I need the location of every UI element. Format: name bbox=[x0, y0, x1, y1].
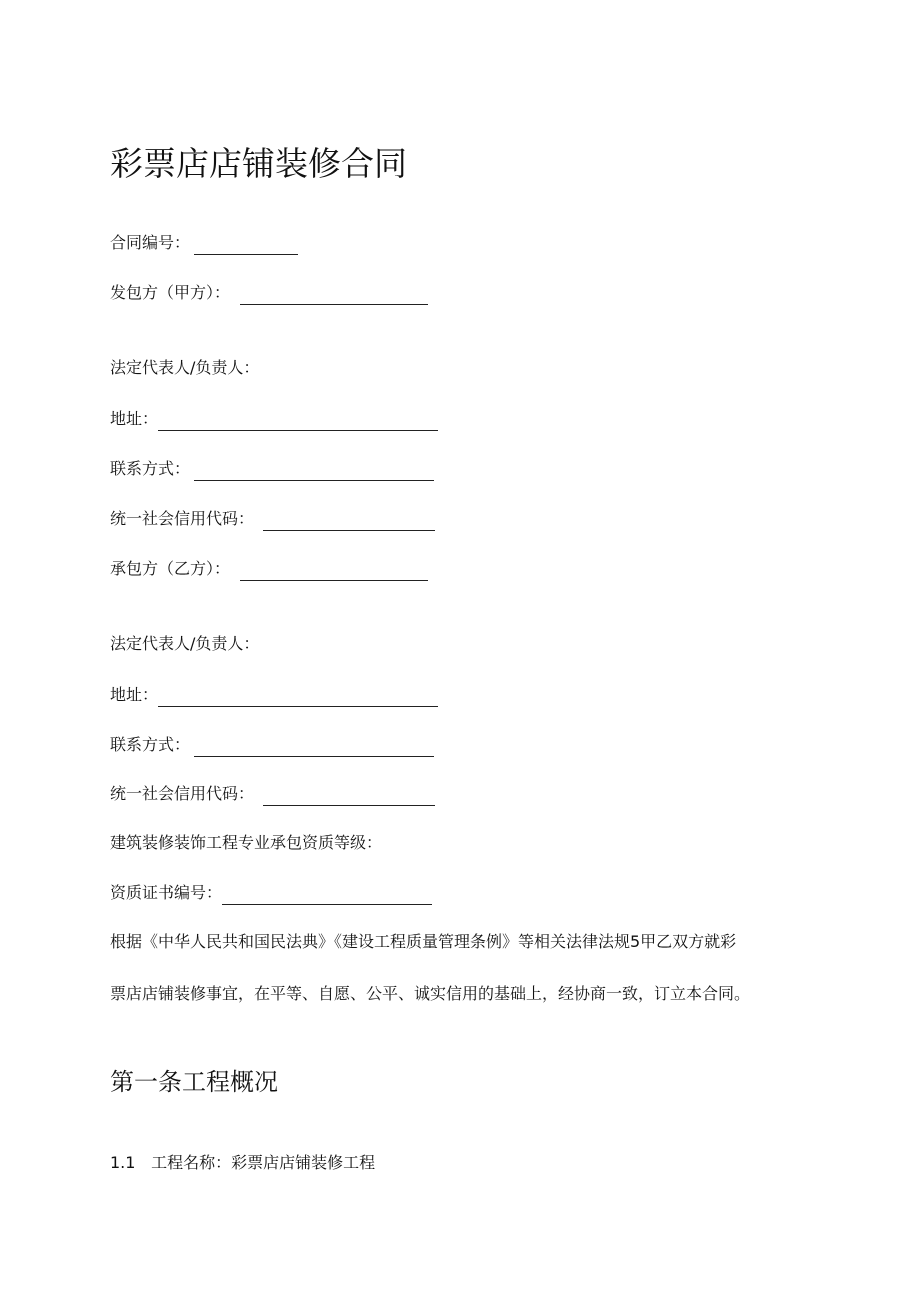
party-a-contact-blank[interactable] bbox=[194, 462, 434, 481]
party-a-blank[interactable] bbox=[240, 286, 428, 305]
field-contract-number bbox=[110, 231, 298, 255]
field-certificate-number bbox=[110, 881, 432, 905]
field-label: 统一社会信用代码： bbox=[110, 784, 255, 803]
field-label: 合同编号： bbox=[110, 233, 191, 252]
document-title: 彩票店店铺装修合同 bbox=[110, 144, 407, 183]
field-label: 发包方（甲方）： bbox=[110, 283, 231, 302]
field-party-b-credit-code bbox=[110, 782, 435, 806]
field-party-a-representative bbox=[110, 356, 259, 380]
field-label: 地址： bbox=[110, 409, 159, 428]
field-party-b-contact bbox=[110, 733, 434, 757]
field-party-a-credit-code bbox=[110, 507, 435, 531]
field-label: 法定代表人/负责人： bbox=[110, 634, 260, 653]
field-label: 资质证书编号： bbox=[110, 883, 223, 902]
party-a-credit-code-blank[interactable] bbox=[263, 512, 435, 531]
preamble-line-1: 根据《中华人民共和国民法典》《建设工程质量管理条例》等相关法律法规5甲乙双方就彩 bbox=[110, 932, 737, 951]
field-party-b-representative bbox=[110, 632, 259, 656]
field-party-b-address bbox=[110, 683, 438, 707]
contract-number-blank[interactable] bbox=[194, 236, 298, 255]
item-number: 1.1 bbox=[110, 1153, 136, 1172]
field-label: 地址： bbox=[110, 685, 159, 704]
certificate-number-blank[interactable] bbox=[222, 886, 432, 905]
party-b-credit-code-blank[interactable] bbox=[263, 787, 435, 806]
party-b-address-blank[interactable] bbox=[158, 688, 438, 707]
field-party-a bbox=[110, 281, 428, 305]
field-label: 联系方式： bbox=[110, 459, 191, 478]
field-party-b bbox=[110, 557, 428, 581]
party-b-blank[interactable] bbox=[240, 562, 428, 581]
field-label: 承包方（乙方）： bbox=[110, 559, 231, 578]
section-title: 第一条工程概况 bbox=[110, 1068, 278, 1096]
field-label: 统一社会信用代码： bbox=[110, 509, 255, 528]
field-label: 联系方式： bbox=[110, 735, 191, 754]
party-a-address-blank[interactable] bbox=[158, 412, 438, 431]
item-text: 工程名称：彩票店店铺装修工程 bbox=[151, 1153, 376, 1172]
field-party-a-contact bbox=[110, 457, 434, 481]
field-qualification-level bbox=[110, 831, 382, 855]
field-label: 法定代表人/负责人： bbox=[110, 358, 260, 377]
preamble-line-2: 票店店铺装修事宜，在平等、自愿、公平、诚实信用的基础上，经协商一致，订立本合同。 bbox=[110, 984, 751, 1003]
field-party-a-address bbox=[110, 407, 438, 431]
party-b-contact-blank[interactable] bbox=[194, 738, 434, 757]
section-item bbox=[110, 1151, 375, 1175]
field-label: 建筑装修装饰工程专业承包资质等级： bbox=[110, 833, 383, 852]
